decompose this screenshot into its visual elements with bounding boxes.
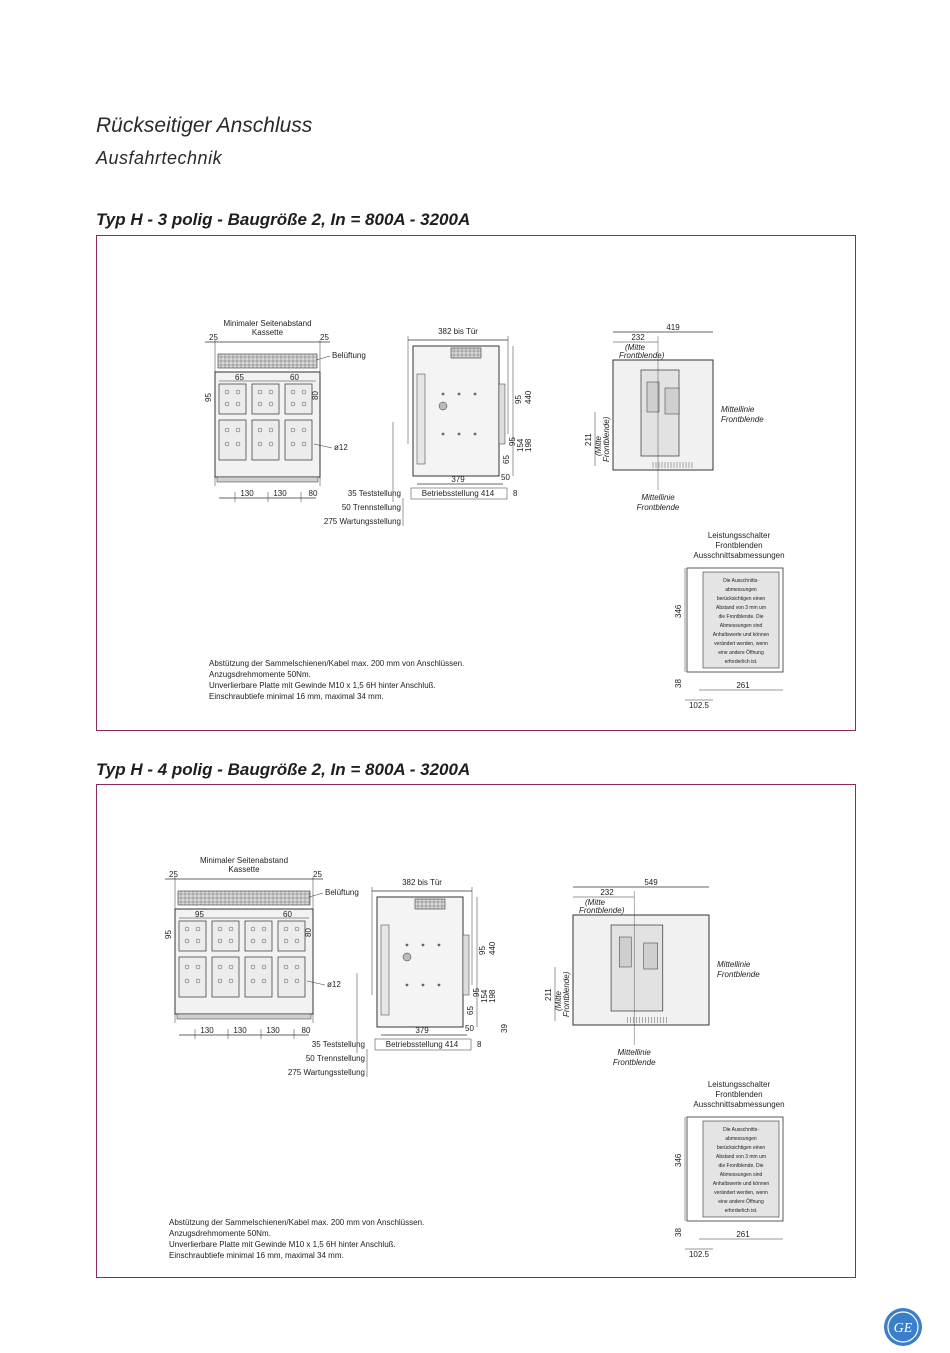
dim-95: 95	[514, 395, 523, 404]
label-center: (Mitte	[554, 991, 563, 1011]
cutout-note-line: erforderlich ist.	[724, 659, 758, 665]
dim-80: 80	[304, 928, 313, 937]
cutout-note-line: berücksichtigen einen	[716, 596, 766, 602]
dim-261: 261	[736, 681, 750, 690]
dim-bottom: 80	[308, 489, 318, 498]
drawing-rect	[377, 897, 463, 1027]
label-centerline: Mittellinie	[641, 493, 675, 502]
dim-379: 379	[415, 1026, 429, 1035]
cutout-note-line: Anhaltswerte und können	[712, 632, 770, 638]
note-line: Abstützung der Sammelschienen/Kabel max. 200 mm von Anschlüssen.	[169, 1218, 425, 1227]
label-front-panel: Frontblende	[721, 415, 764, 424]
rivet	[438, 984, 441, 987]
label-door: 382 bis Tür	[438, 327, 478, 336]
page-subtitle: Ausfahrtechnik	[96, 148, 223, 168]
cutout-note-line: erforderlich ist.	[724, 1208, 758, 1214]
dim-95b: 95	[472, 988, 481, 997]
cutout-note-line: berücksichtigen einen	[716, 1145, 766, 1151]
dim-spacing: 95	[195, 910, 204, 919]
logo-text: GE	[893, 1321, 913, 1336]
dim-operating-position: Betriebsstellung 414	[385, 1040, 459, 1049]
label-centerline: Mittellinie	[617, 1048, 651, 1057]
drawing-panel-3-polig	[96, 235, 856, 731]
dim-232: 232	[631, 333, 645, 342]
cutout-note-line: Die Ausschnitts-	[723, 578, 759, 584]
dim-side-right: 25	[313, 870, 322, 879]
drawing-rect	[179, 957, 206, 997]
dim-65: 65	[502, 455, 511, 464]
dim-60: 60	[283, 910, 292, 919]
drawing-rect	[179, 921, 206, 951]
dim-operating-position: Betriebsstellung 414	[421, 489, 495, 498]
drawing-rect	[245, 921, 272, 951]
dim-38: 38	[674, 1228, 683, 1237]
dim-154: 154	[480, 989, 489, 1003]
dim-211: 211	[544, 988, 553, 1001]
dim-isolated-position: 50 Trennstellung	[305, 1054, 365, 1063]
drawing-rect	[417, 374, 425, 464]
dim-39: 39	[500, 1024, 509, 1033]
drawing-rect	[413, 346, 499, 476]
label-front-panel: Frontblende)	[619, 351, 665, 360]
drawing-rect	[212, 921, 239, 951]
rivet	[458, 433, 461, 436]
cutout-note-line: die Frontblende. Die	[718, 1163, 764, 1169]
drawing-rect	[252, 384, 279, 414]
note-line: Unverlierbare Platte mit Gewinde M10 x 1,5 6H hinter Anschluß.	[209, 681, 436, 690]
label-front-panel: Frontblende	[636, 503, 680, 512]
note-line: Unverlierbare Platte mit Gewinde M10 x 1,5 6H hinter Anschluß.	[169, 1240, 396, 1249]
dim-198: 198	[524, 438, 533, 452]
cutout-note-line: Abmessungen sind	[719, 623, 763, 629]
label-center: (Mitte	[585, 898, 605, 907]
label-front-panel: Frontblende)	[579, 906, 625, 915]
drawing-rect	[278, 957, 305, 997]
notes-3-polig	[209, 658, 464, 702]
cutout-title: Frontblenden	[715, 541, 763, 550]
dim-hole: ø12	[327, 980, 341, 989]
rivet	[422, 944, 425, 947]
rivet	[406, 984, 409, 987]
page-title: Rückseitiger Anschluss	[96, 114, 313, 137]
label-front-panel: Frontblende	[717, 970, 760, 979]
label-door: 382 bis Tür	[402, 878, 442, 887]
dim-154: 154	[516, 438, 525, 452]
drawing-rect	[217, 477, 318, 482]
cutout-note-line: eine andere Öffnung	[718, 1199, 764, 1205]
label-ventilation: Belüftung	[332, 351, 366, 360]
label-min-side-clearance: Minimaler Seitenabstand	[199, 856, 289, 865]
dim-spacing: 65	[235, 373, 244, 382]
label-front-panel: Frontblende	[612, 1058, 656, 1067]
dim-maintenance-position: 275 Wartungsstellung	[287, 1068, 365, 1077]
dim-test-position: 35 Teststellung	[311, 1040, 365, 1049]
cutout-note-line: Die Ausschnitts-	[723, 1127, 759, 1133]
notes-4-polig	[169, 1217, 424, 1261]
rivet	[474, 433, 477, 436]
cutout-note-line: abmessungen	[725, 587, 757, 593]
dim-95: 95	[204, 393, 213, 402]
drawing-rect	[285, 384, 312, 414]
cutout-title: Leistungsschalter	[707, 1080, 771, 1089]
rivet	[474, 393, 477, 396]
note-line: Einschraubtiefe minimal 16 mm, maximal 34 mm.	[169, 1251, 344, 1260]
dim-65: 65	[466, 1006, 475, 1015]
label-front-panel: Frontblende)	[562, 971, 571, 1017]
dim-232: 232	[600, 888, 614, 897]
dim-8: 8	[477, 1040, 482, 1049]
cutout-note-line: verändert werden, wenn	[714, 641, 768, 647]
cutout-note-line: Abstand von 3 mm um	[715, 1154, 767, 1160]
drawing-rect	[219, 384, 246, 414]
cutout-note-line: eine andere Öffnung	[718, 650, 764, 656]
drawing-rect	[647, 382, 659, 412]
dim-60: 60	[290, 373, 299, 382]
rivet	[442, 433, 445, 436]
dim-95: 95	[478, 946, 487, 955]
section-title-3-polig: Typ H - 3 polig - Baugröße 2, In = 800A - 3200A	[96, 210, 471, 229]
dim-102-5: 102.5	[688, 701, 710, 710]
drawing-rect	[499, 384, 505, 444]
note-line: Anzugsdrehmomente 50Nm.	[169, 1229, 271, 1238]
dim-bottom: 80	[301, 1026, 311, 1035]
drawing-rect	[644, 943, 658, 969]
cutout-note-line: Abstand von 3 mm um	[715, 605, 767, 611]
dim-bottom: 130	[273, 489, 287, 498]
cutout-title: Frontblenden	[715, 1090, 763, 1099]
rivet	[442, 393, 445, 396]
label-centerline: Mittellinie	[721, 405, 755, 414]
rivet	[458, 393, 461, 396]
dim-95b: 95	[508, 437, 517, 446]
dim-hole: ø12	[334, 443, 348, 452]
handle-knob	[439, 402, 447, 410]
dim-379: 379	[451, 475, 465, 484]
dim-102-5: 102.5	[688, 1250, 710, 1259]
drawing-rect	[252, 420, 279, 460]
note-line: Anzugsdrehmomente 50Nm.	[209, 670, 311, 679]
dim-bottom: 130	[266, 1026, 280, 1035]
rivet	[422, 984, 425, 987]
dim-width: 549	[644, 878, 658, 887]
cutout-title: Leistungsschalter	[707, 531, 771, 540]
rivet	[438, 944, 441, 947]
dim-346: 346	[674, 604, 683, 618]
drawing-rect	[665, 388, 679, 414]
drawing-rect	[278, 921, 305, 951]
section-title-4-polig: Typ H - 4 polig - Baugröße 2, In = 800A - 3200A	[96, 760, 471, 779]
dim-bottom: 130	[240, 489, 254, 498]
drawing-rect	[463, 935, 469, 995]
drawing-rect	[212, 957, 239, 997]
technical-drawing-4-polig	[97, 785, 857, 1279]
dim-width: 419	[666, 323, 680, 332]
cutout-note-line: die Frontblende. Die	[718, 614, 764, 620]
dim-80: 80	[311, 391, 320, 400]
dim-bottom: 130	[200, 1026, 214, 1035]
dim-side-left: 25	[169, 870, 178, 879]
dim-198: 198	[488, 989, 497, 1003]
cutout-note-line: abmessungen	[725, 1136, 757, 1142]
dim-test-position: 35 Teststellung	[347, 489, 401, 498]
label-centerline: Mittellinie	[717, 960, 751, 969]
cutout-note-line: verändert werden, wenn	[714, 1190, 768, 1196]
dim-440: 440	[524, 390, 533, 404]
drawing-line	[316, 356, 330, 360]
dim-side-left: 25	[209, 333, 218, 342]
cutout-title: Ausschnittsabmessungen	[693, 551, 785, 560]
label-front-panel: Frontblende)	[602, 416, 611, 462]
drawing-rect	[177, 1014, 311, 1019]
cutout-note-line: Anhaltswerte und können	[712, 1181, 770, 1187]
drawing-rect	[285, 420, 312, 460]
dim-95: 95	[164, 930, 173, 939]
dim-211: 211	[584, 433, 593, 446]
handle-knob	[403, 953, 411, 961]
drawing-rect	[219, 420, 246, 460]
label-cassette: Kassette	[228, 865, 260, 874]
dim-8: 8	[513, 489, 518, 498]
rivet	[406, 944, 409, 947]
dim-440: 440	[488, 941, 497, 955]
label-center: (Mitte	[594, 436, 603, 456]
dim-bottom: 130	[233, 1026, 247, 1035]
drawing-rect	[245, 957, 272, 997]
cutout-title: Ausschnittsabmessungen	[693, 1100, 785, 1109]
label-min-side-clearance: Minimaler Seitenabstand	[223, 319, 312, 328]
dim-38: 38	[674, 679, 683, 688]
dim-50: 50	[501, 473, 510, 482]
note-line: Abstützung der Sammelschienen/Kabel max. 200 mm von Anschlüssen.	[209, 659, 465, 668]
dim-261: 261	[736, 1230, 750, 1239]
cutout-note-line: Abmessungen sind	[719, 1172, 763, 1178]
label-ventilation: Belüftung	[325, 888, 359, 897]
dim-side-right: 25	[320, 333, 329, 342]
drawing-line	[309, 893, 323, 897]
note-line: Einschraubtiefe minimal 16 mm, maximal 34 mm.	[209, 692, 384, 701]
dim-50: 50	[465, 1024, 474, 1033]
dim-maintenance-position: 275 Wartungsstellung	[323, 517, 401, 526]
label-cassette: Kassette	[251, 328, 284, 337]
drawing-rect	[619, 937, 631, 967]
drawing-panel-4-polig	[96, 784, 856, 1278]
drawing-rect	[381, 925, 389, 1015]
label-center: (Mitte	[625, 343, 645, 352]
dim-isolated-position: 50 Trennstellung	[341, 503, 401, 512]
dim-346: 346	[674, 1153, 683, 1167]
ge-logo	[883, 1307, 923, 1347]
